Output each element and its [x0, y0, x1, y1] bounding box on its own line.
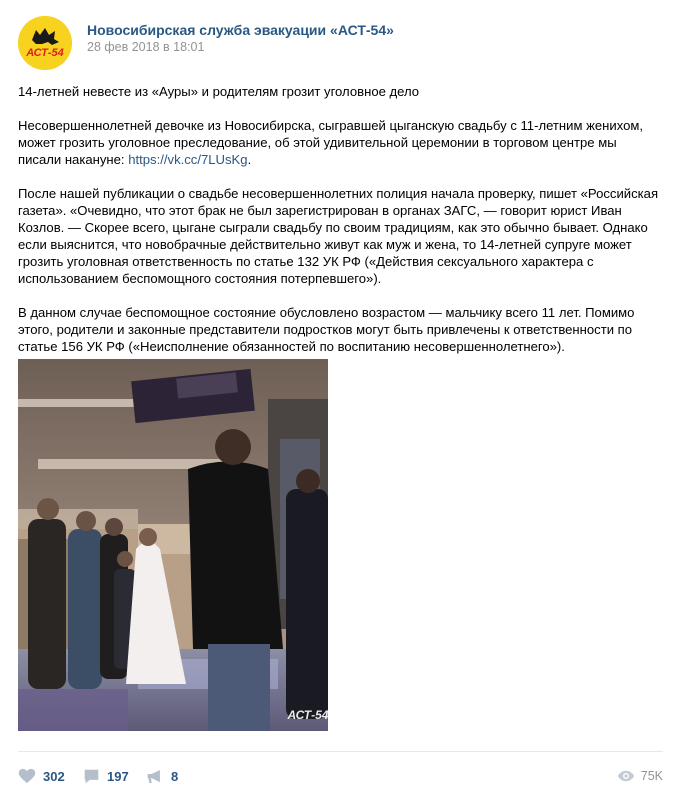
- post-paragraph-2: После нашей публикации о свадьбе несовершеннолетних полиция начала проверку, пишет «Российская газета». «Очевидно, что этот брак не был зарегистрирован в органах ЗАГС, — говорит юрист Иван Козлов. — Скорее всего, цыгане сыграли свадьбу по своим традициям, как это обычно бывает. Однако если выяснится, что новобрачные действительно живут как муж и жена, то 14-летней супруге может грозить уголовная ответственность по статье 132 УК РФ («Действия сексуального характера с использованием беспомощного состояния потерпевшего»).: [18, 186, 659, 286]
- post-divider: [18, 751, 663, 752]
- post-paragraph-1: [18, 117, 663, 168]
- views-counter: [617, 766, 663, 786]
- views-count: 75K: [640, 769, 663, 783]
- megaphone-icon: [146, 768, 164, 785]
- share-button[interactable]: [146, 766, 178, 786]
- post-photo[interactable]: [18, 359, 328, 731]
- post-title: 14-летней невесте из «Ауры» и родителям грозит уголовное дело: [18, 84, 420, 99]
- ast54-logo-icon: [18, 16, 72, 70]
- post-text: [18, 83, 663, 372]
- photo-watermark: АСТ-54: [287, 708, 328, 722]
- group-avatar[interactable]: [18, 16, 72, 70]
- post-paragraph-3: В данном случае беспомощное состояние обусловлено возрастом — мальчику всего 11 лет. Помимо этого, родители и законные представители подростков могут быть привлечены к ответственности по статье 156 УК РФ («Неисполнение обязанностей по воспитанию несовершеннолетнего»).: [18, 305, 635, 354]
- avatar-logo-text: АСТ-54: [26, 47, 64, 59]
- likes-count: 302: [43, 768, 65, 784]
- shares-count: 8: [171, 768, 179, 784]
- heart-icon: [18, 768, 36, 784]
- post-date[interactable]: 28 фев 2018 в 18:01: [87, 40, 205, 54]
- eye-icon: [617, 770, 635, 782]
- comment-button[interactable]: [83, 766, 129, 786]
- p1-text: Несовершеннолетней девочке из Новосибирска, сыгравшей цыганскую свадьбу с 11-летним женихом, может грозить уголовное преследование, об этой удивительной церемонии в торговом центре мы писали накануне:: [18, 118, 644, 167]
- comment-bubble-icon: [83, 768, 100, 785]
- comments-count: 197: [107, 768, 129, 784]
- like-button[interactable]: [18, 766, 65, 786]
- group-name-link[interactable]: Новосибирская служба эвакуации «АСТ-54»: [87, 22, 394, 38]
- p1-end: .: [247, 152, 252, 167]
- article-link[interactable]: https://vk.cc/7LUsKg: [128, 152, 248, 167]
